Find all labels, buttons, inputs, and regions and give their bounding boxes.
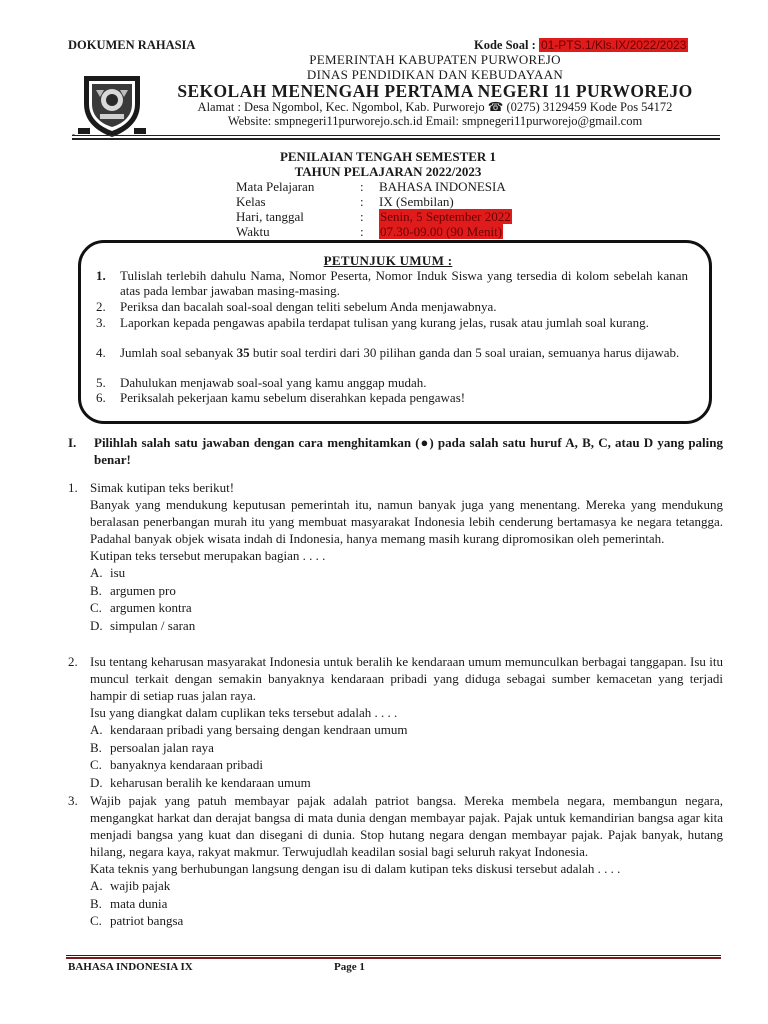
instruction-text: Laporkan kepada pengawas apabila terdapat tulisan yang kurang jelas, rusak atau jumlah soal kurang.	[120, 315, 649, 330]
instruction-text-part: Jumlah soal sebanyak	[120, 345, 237, 360]
option-letter: D.	[90, 617, 103, 633]
footer-rule-thin	[66, 955, 721, 956]
info-label: Mata Pelajaran	[236, 179, 315, 194]
option-letter: B.	[90, 582, 102, 598]
info-value: Senin, 5 September 2022	[380, 209, 511, 224]
instruction-item	[96, 315, 688, 330]
instruction-number: 4.	[96, 345, 106, 360]
info-sep: :	[360, 194, 364, 209]
school-name: SEKOLAH MENENGAH PERTAMA NEGERI 11 PURWOREJO	[177, 81, 693, 101]
info-row-time	[236, 224, 503, 240]
question-number: 2.	[68, 654, 78, 669]
info-value: IX (Sembilan)	[379, 194, 454, 209]
info-label: Kelas	[236, 194, 266, 209]
answer-option[interactable]	[90, 895, 723, 913]
instruction-text: Tulislah terlebih dahulu Nama, Nomor Peserta, Nomor Induk Siswa yang tersedia di kolom sebelah kanan atas pada lembar jawaban masing-masing.	[120, 268, 688, 298]
page-number: Page 1	[334, 961, 365, 973]
info-label: Waktu	[236, 224, 270, 239]
header-rule-thin	[72, 135, 720, 136]
instruction-number: 5.	[96, 375, 106, 390]
instruction-text	[120, 345, 688, 360]
info-sep: :	[360, 224, 364, 239]
instruction-number: 2.	[96, 299, 106, 314]
answer-option[interactable]	[90, 564, 723, 582]
option-text: patriot bangsa	[110, 913, 184, 928]
option-letter: A.	[90, 722, 103, 737]
document-classification: DOKUMEN RAHASIA	[68, 38, 196, 52]
info-sep: :	[360, 179, 364, 194]
exam-year: TAHUN PELAJARAN 2022/2023	[294, 164, 482, 179]
question-3	[68, 792, 723, 930]
section-text: Pilihlah salah satu jawaban dengan cara menghitamkan (●) pada salah satu huruf A, B, C, atau D yang paling benar!	[94, 435, 723, 467]
instruction-number: 3.	[96, 315, 106, 330]
option-text: simpulan / saran	[110, 617, 196, 633]
question-1	[68, 479, 723, 634]
instruction-number: 6.	[96, 390, 106, 405]
option-letter: C.	[90, 913, 102, 928]
option-text: keharusan beralih ke kendaraan umum	[110, 774, 311, 790]
question-prompt: Kutipan teks tersebut merupakan bagian . . . .	[90, 548, 326, 563]
question-number: 3.	[68, 793, 78, 808]
option-text: wajib pajak	[110, 878, 171, 893]
answer-option[interactable]	[90, 756, 723, 774]
answer-option[interactable]	[90, 599, 723, 617]
option-letter: B.	[90, 739, 102, 755]
option-letter: A.	[90, 565, 103, 580]
option-letter: C.	[90, 757, 102, 772]
exam-code-label: Kode Soal :	[474, 38, 536, 52]
question-passage: Banyak yang mendukung keputusan pemerintah itu, namun banyak juga yang menentang. Mereka yang mendukung beralasan penerbangan murah itu yang membuat masyarakat Indonesia lebih cenderung bertamasya ke negara tetangga. Padahal banyak objek wisata indah di Indonesia, hanya memang masih kurang dipromosikan oleh pemerintah.	[90, 497, 723, 546]
info-label: Hari, tanggal	[236, 209, 304, 224]
option-text: mata dunia	[110, 895, 168, 911]
option-letter: D.	[90, 774, 103, 790]
instruction-item	[96, 299, 688, 314]
question-intro: Simak kutipan teks berikut!	[90, 480, 235, 495]
answer-option[interactable]	[90, 721, 723, 739]
tick-mark: -	[72, 129, 75, 139]
footer-subject: BAHASA INDONESIA IX	[68, 961, 193, 973]
answer-option[interactable]	[90, 912, 723, 930]
answer-option[interactable]	[90, 877, 723, 895]
government-name: PEMERINTAH KABUPATEN PURWOREJO	[309, 52, 561, 67]
school-address: Alamat : Desa Ngombol, Kec. Ngombol, Kab. Purworejo ☎ (0275) 3129459 Kode Pos 54172	[197, 100, 673, 114]
info-value: 07.30-09.00 (90 Menit)	[380, 224, 503, 239]
answer-option[interactable]	[90, 582, 723, 600]
section-number: I.	[68, 435, 77, 450]
option-text: banyaknya kendaraan pribadi	[110, 757, 264, 772]
instruction-text-part: butir soal terdiri dari 30 pilihan ganda dan 5 soal uraian, semuanya harus dijawab.	[249, 345, 680, 360]
answer-option[interactable]	[90, 617, 723, 635]
instruction-item	[96, 375, 688, 390]
exam-code-value: 01-PTS.1/Kls.IX/2022/2023	[540, 38, 687, 52]
instruction-text: Periksalah pekerjaan kamu sebelum diserahkan kepada pengawas!	[120, 390, 466, 405]
section-heading	[68, 434, 723, 468]
instruction-item	[96, 268, 688, 298]
option-text: persoalan jalan raya	[110, 739, 214, 755]
footer-rule-thick	[66, 957, 721, 959]
department-name: DINAS PENDIDIKAN DAN KEBUDAYAAN	[306, 67, 564, 82]
question-number: 1.	[68, 480, 78, 495]
option-letter: A.	[90, 878, 103, 893]
exam-code	[474, 38, 688, 53]
info-row-subject	[236, 179, 506, 195]
question-2	[68, 653, 723, 791]
instruction-item	[96, 390, 688, 405]
instruction-number: 1.	[96, 268, 106, 283]
option-text: kendaraan pribadi yang bersaing dengan kendraan umum	[110, 722, 408, 737]
exam-title: PENILAIAN TENGAH SEMESTER 1	[279, 149, 497, 164]
question-passage: Wajib pajak yang patuh membayar pajak adalah patriot bangsa. Mereka membela negara, membangun negara, mengangkat harkat dan derajat bangsa di mata dunia dengan membayar pajak. Pajak untuk kemandirian bangsa agar kita menjadi bangsa yang kuat dan disegani di dunia. Stop hutang negara dengan membayar pajak. Pajak banyak, hutang hilang, negara kaya, rakyat makmur. Terwujudlah keadilan sosial bagi seluruh rakyat Indonesia.	[90, 793, 723, 859]
instruction-text: Periksa dan bacalah soal-soal dengan teliti sebelum Anda menjawabnya.	[120, 299, 497, 314]
option-letter: C.	[90, 600, 102, 615]
instructions-title: PETUNJUK UMUM :	[323, 253, 453, 268]
header-rule-thick	[72, 138, 720, 140]
instruction-text: Dahulukan menjawab soal-soal yang kamu anggap mudah.	[120, 375, 427, 390]
option-text: argumen pro	[110, 582, 176, 598]
question-prompt: Kata teknis yang berhubungan langsung dengan isu di dalam kutipan teks diskusi tersebut adalah . . . .	[90, 861, 621, 876]
question-passage: Isu tentang keharusan masyarakat Indonesia untuk beralih ke kendaraan umum memunculkan berbagai tanggapan. Isu itu muncul terkait dengan semakin banyaknya kendaraan pribadi yang diduga sebagai sumber kemacetan yang terjadi hampir di setiap ruas jalan raya.	[90, 654, 723, 703]
school-contact: Website: smpnegeri11purworejo.sch.id Email: smpnegeri11purworejo@gmail.com	[227, 114, 643, 128]
school-emblem-logo	[76, 70, 148, 140]
answer-option[interactable]	[90, 739, 723, 757]
option-text: argumen kontra	[110, 600, 192, 615]
info-value: BAHASA INDONESIA	[379, 179, 506, 194]
instruction-item	[96, 345, 688, 360]
instruction-count: 35	[236, 345, 250, 360]
question-prompt: Isu yang diangkat dalam cuplikan teks tersebut adalah . . . .	[90, 705, 398, 720]
info-row-date	[236, 209, 512, 225]
answer-option[interactable]	[90, 774, 723, 792]
option-text: isu	[110, 565, 126, 580]
info-sep: :	[360, 209, 364, 224]
option-letter: B.	[90, 895, 102, 911]
info-row-class	[236, 194, 454, 210]
